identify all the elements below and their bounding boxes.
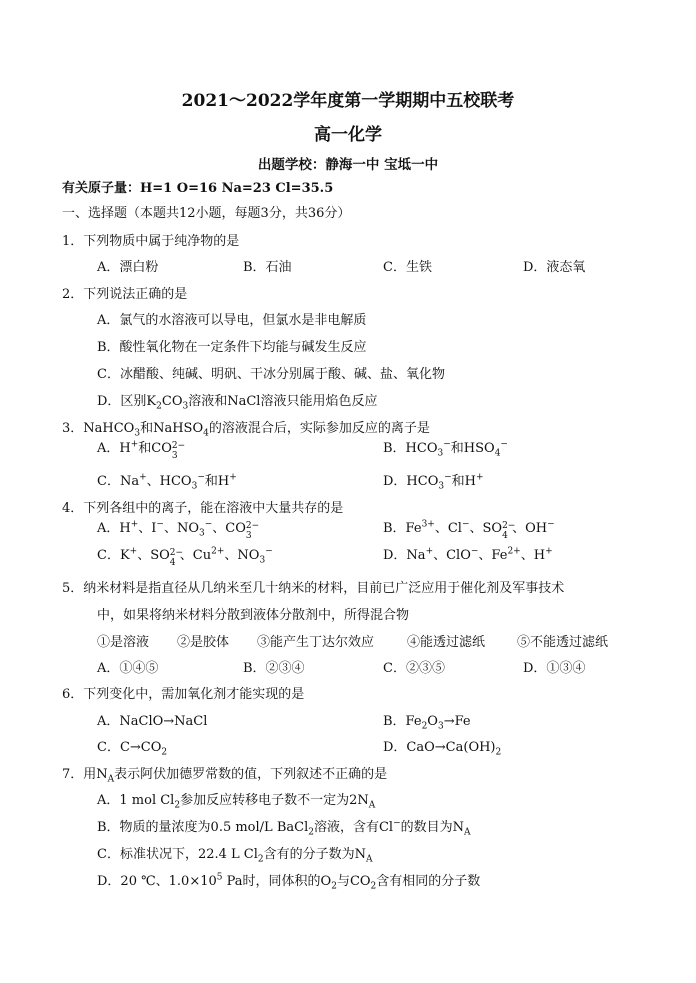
q1-option-d: D．液态氧 xyxy=(523,260,586,275)
question-3-stem: 3．NaHCO$_3$和NaHSO$_4$的溶液混合后，实际参加反应的离子是 xyxy=(62,421,430,439)
q5-statement-3: ③能产生丁达尔效应 xyxy=(257,635,375,650)
q1-option-c: C．生铁 xyxy=(383,260,432,275)
q5-option-d: D．①③④ xyxy=(523,661,586,676)
q4-option-a: A．H+、I−、$NO_3^-$、CO 2− 3 xyxy=(97,519,260,541)
subject-title: 高一化学 xyxy=(314,125,382,145)
q6-option-b: B．$Fe_2O_3\to Fe$ xyxy=(383,714,471,732)
q7-option-d: D．20 ℃、$1.0\times 10^5$ Pa时，同体积的$O_2$与$CO_2$含有相同的分子数 xyxy=(97,872,481,892)
question-4-stem: 4．下列各组中的离子，能在溶液中大量共存的是 xyxy=(62,501,344,516)
q7-option-c: C．标准状况下，22.4 L $Cl_2$含有的分子数为$N_A$ xyxy=(97,847,373,865)
q3-option-a: A．H+和CO 2− 3 xyxy=(97,439,186,461)
question-6-stem: 6．下列变化中，需加氧化剂才能实现的是 xyxy=(62,687,305,702)
q4-option-c: C．K+、SO 2− 4 、$Cu^{2+}$、$NO_3^-$ xyxy=(97,546,273,568)
q2-option-c: C．冰醋酸、纯碱、明矾、干冰分别属于酸、碱、盐、氧化物 xyxy=(97,367,445,382)
question-7-stem: 7．用$N_A$表示阿伏加德罗常数的值，下列叙述不正确的是 xyxy=(62,767,388,785)
q4-option-d: D．Na+、ClO−、$Fe^{2+}$、H+ xyxy=(383,546,553,563)
section-heading: 一、选择题（本题共12小题，每题3分，共36分） xyxy=(62,206,351,221)
q5-statement-5: ⑤不能透过滤纸 xyxy=(517,635,609,650)
q5-option-b: B．②③④ xyxy=(243,661,305,676)
atomic-mass-note: 有关原子量：H=1 O=16 Na=23 Cl=35.5 xyxy=(62,181,334,196)
question-5-stem-line2: 中，如果将纳米材料分散到液体分散剂中，所得混合物 xyxy=(97,608,410,623)
q5-statement-2: ②是胶体 xyxy=(177,635,230,650)
question-1-stem: 1．下列物质中属于纯净物的是 xyxy=(62,234,240,249)
q3-option-c: C．Na+、$HCO_3^-$和H+ xyxy=(97,472,237,492)
q2-option-d: D．区别$K_2CO_3$溶液和NaCl溶液只能用焰色反应 xyxy=(97,394,378,412)
q5-option-a: A．①④⑤ xyxy=(97,661,159,676)
q3-option-b: B．$HCO_3^-$和$HSO_4^-$ xyxy=(383,439,508,459)
q2-option-a: A．氯气的水溶液可以导电，但氯水是非电解质 xyxy=(97,313,367,328)
q7-option-b: B．物质的量浓度为0.5 mol/L BaCl$_2$溶液，含有Cl−的数目为$N_A$ xyxy=(97,818,471,838)
question-5-stem-line1: 5．纳米材料是指直径从几纳米至几十纳米的材料，目前已广泛应用于催化剂及军事技术 xyxy=(62,581,565,596)
q5-statement-1: ①是溶液 xyxy=(97,635,150,650)
q5-statement-4: ④能透过滤纸 xyxy=(407,635,486,650)
source-schools: 出题学校：静海一中 宝坻一中 xyxy=(257,157,439,173)
q3-option-d: D．$HCO_3^-$和H+ xyxy=(383,472,484,492)
question-2-stem: 2．下列说法正确的是 xyxy=(62,287,188,302)
q5-option-c: C．②③⑤ xyxy=(383,661,445,676)
q2-option-b: B．酸性氧化物在一定条件下均能与碱发生反应 xyxy=(97,340,367,355)
q6-option-a: A．NaClO→NaCl xyxy=(97,714,208,729)
q6-option-c: C．$C\to CO_2$ xyxy=(97,740,168,758)
q1-option-b: B．石油 xyxy=(243,260,292,275)
q1-option-a: A．漂白粉 xyxy=(97,260,159,275)
exam-title: 2021～2022学年度第一学期期中五校联考 xyxy=(181,91,515,111)
q6-option-d: D．$CaO\to Ca(OH)_2$ xyxy=(383,740,502,758)
q7-option-a: A．1 mol $Cl_2$参加反应转移电子数不一定为$2N_A$ xyxy=(97,793,376,811)
q4-option-b: B．$Fe^{3+}$、Cl−、SO 2− 4 、OH− xyxy=(383,519,555,541)
